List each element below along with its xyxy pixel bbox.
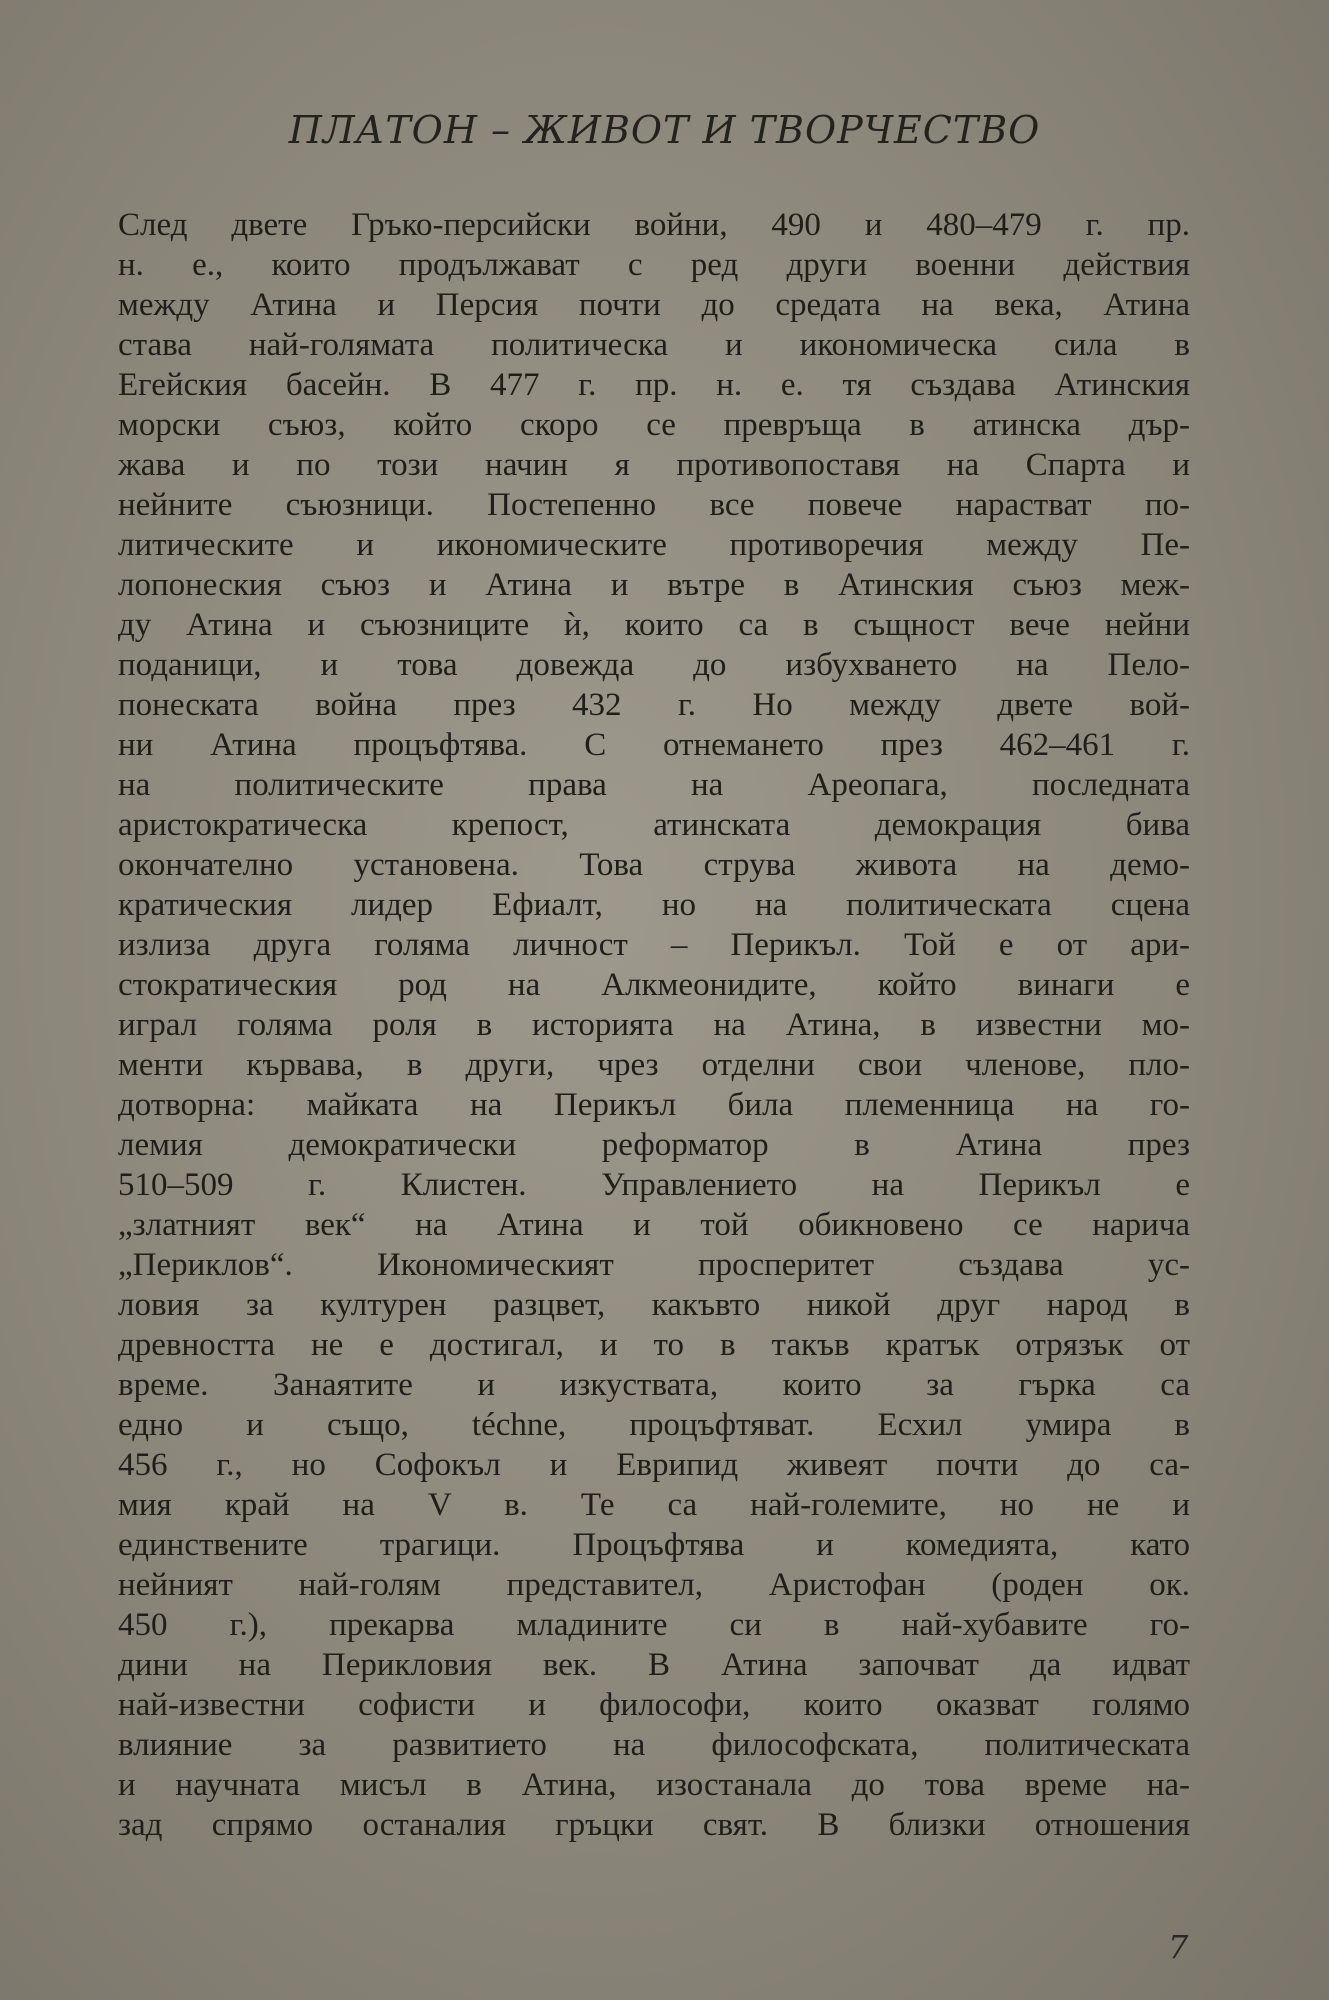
text-line: окончателно установена. Това струва живота на демо- <box>118 847 1190 883</box>
text-line: н. е., които продължават с ред други военни действия <box>118 247 1190 283</box>
text-line: време. Занаятите и изкуствата, които за гърка са <box>118 1367 1190 1403</box>
text-line: едно и също, téchne, процъфтяват. Есхил умира в <box>118 1407 1190 1443</box>
text-line: дотворна: майката на Перикъл била племенница на го- <box>118 1087 1190 1123</box>
text-line: дини на Перикловия век. В Атина започват да идват <box>118 1647 1190 1683</box>
text-line: играл голяма роля в историята на Атина, в известни мо- <box>118 1007 1190 1043</box>
text-line: кратическия лидер Ефиалт, но на политическата сцена <box>118 887 1190 923</box>
text-line: жава и по този начин я противопоставя на Спарта и <box>118 447 1190 483</box>
text-line: ни Атина процъфтява. С отнемането през 462–461 г. <box>118 727 1190 763</box>
text-line: на политическите права на Ареопага, последната <box>118 767 1190 803</box>
page-heading: ПЛАТОН – ЖИВОТ И ТВОРЧЕСТВО <box>288 108 1041 152</box>
text-line: понеската война през 432 г. Но между двете вой- <box>118 687 1190 723</box>
text-line: След двете Гръко-персийски войни, 490 и 480–479 г. пр. <box>118 207 1190 243</box>
text-line: става най-голямата политическа и икономическа сила в <box>118 327 1190 363</box>
text-line: „Периклов“. Икономическият просперитет създава ус- <box>118 1247 1190 1283</box>
text-line: 510–509 г. Клистен. Управлението на Перикъл е <box>118 1167 1190 1203</box>
text-line: излиза друга голяма личност – Перикъл. Той е от ари- <box>118 927 1190 963</box>
text-line: менти кървава, в други, чрез отделни свои членове, пло- <box>118 1047 1190 1083</box>
text-line: ловия за културен разцвет, какъвто никой друг народ в <box>118 1287 1190 1323</box>
text-line: поданици, и това довежда до избухването на Пело- <box>118 647 1190 683</box>
text-line: древността не е достигал, и то в такъв кратък отрязък от <box>118 1327 1190 1363</box>
text-line: между Атина и Персия почти до средата на века, Атина <box>118 287 1190 323</box>
text-line: ду Атина и съюзниците ѝ, които са в същност вече нейни <box>118 607 1190 643</box>
text-line: аристократическа крепост, атинската демокрация бива <box>118 807 1190 843</box>
text-line: мия край на V в. Те са най-големите, но не и <box>118 1487 1190 1523</box>
text-line: морски съюз, който скоро се превръща в атинска дър- <box>118 407 1190 443</box>
page-number: 7 <box>1168 1928 1189 1966</box>
text-line: влияние за развитието на философската, политическата <box>118 1727 1190 1763</box>
text-line: лопонеския съюз и Атина и вътре в Атинския съюз меж- <box>118 567 1190 603</box>
text-line: стократическия род на Алкмеонидите, който винаги е <box>118 967 1190 1003</box>
text-line: „златният век“ на Атина и той обикновено се нарича <box>118 1207 1190 1243</box>
text-line: Егейския басейн. В 477 г. пр. н. е. тя създава Атинския <box>118 367 1190 403</box>
body-text <box>118 205 1190 1845</box>
text-line: нейният най-голям представител, Аристофан (роден ок. <box>118 1567 1190 1603</box>
text-line: и научната мисъл в Атина, изостанала до това време на- <box>118 1767 1190 1803</box>
text-line: 450 г.), прекарва младините си в най-хубавите го- <box>118 1607 1190 1643</box>
text-line: лемия демократически реформатор в Атина през <box>118 1127 1190 1163</box>
text-line: 456 г., но Софокъл и Еврипид живеят почти до са- <box>118 1447 1190 1483</box>
text-line: най-известни софисти и философи, които оказват голямо <box>118 1687 1190 1723</box>
text-line: нейните съюзници. Постепенно все повече нарастват по- <box>118 487 1190 523</box>
text-line: литическите и икономическите противоречия между Пе- <box>118 527 1190 563</box>
text-line: зад спрямо останалия гръцки свят. В близки отношения <box>118 1807 1190 1843</box>
text-line: единствените трагици. Процъфтява и комедията, като <box>118 1527 1190 1563</box>
